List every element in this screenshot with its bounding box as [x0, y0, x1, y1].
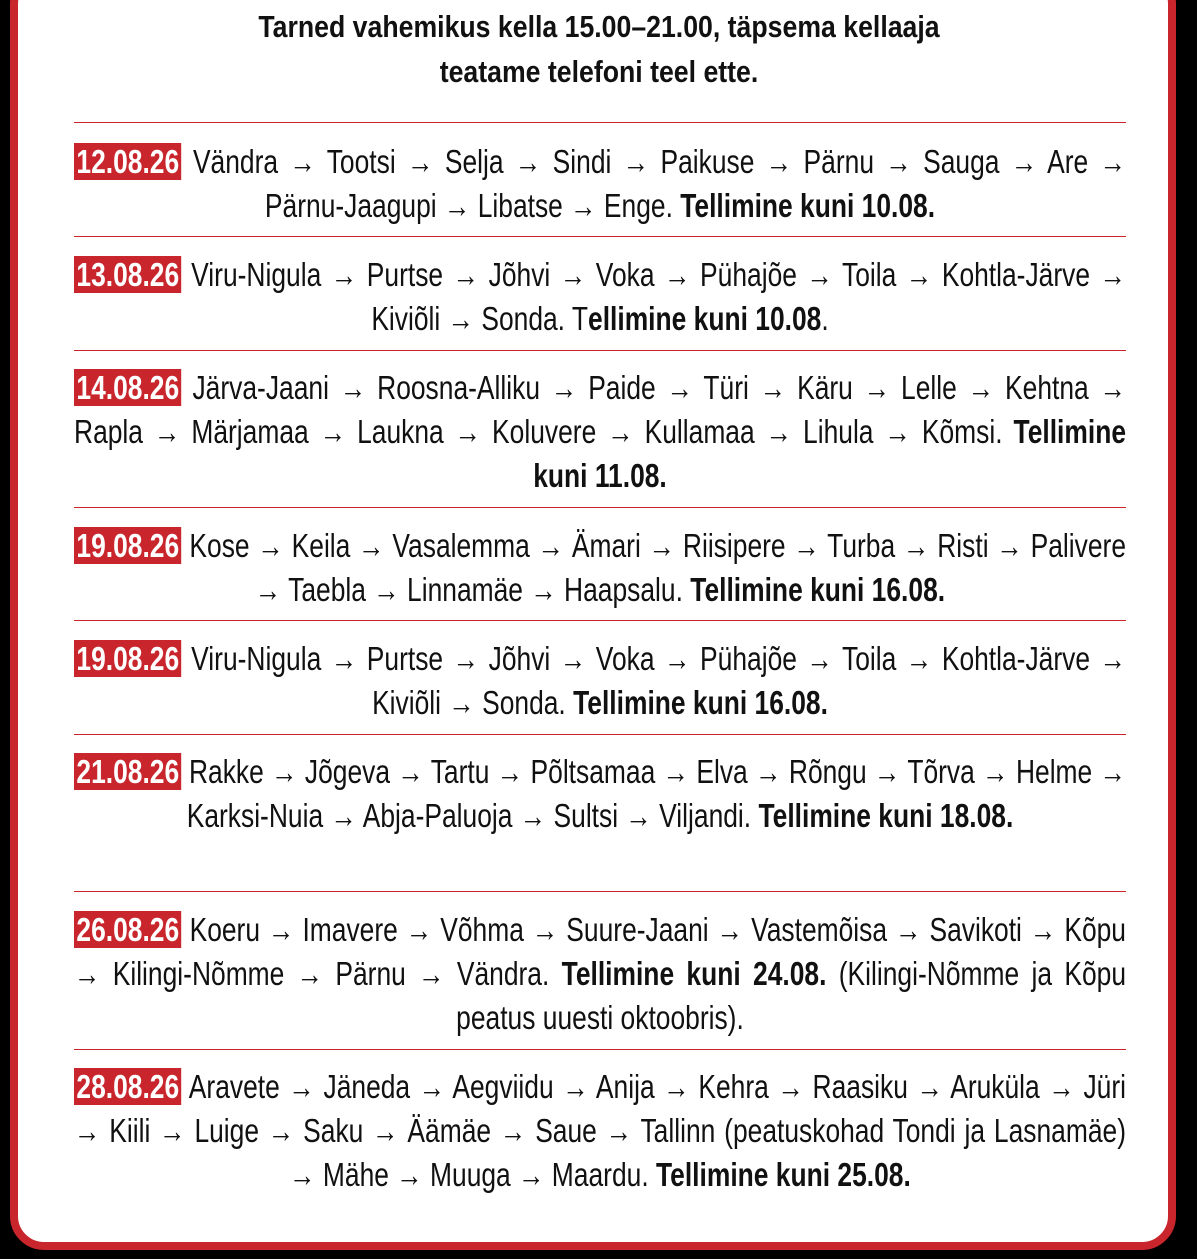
divider [74, 350, 1126, 351]
route-entry [74, 1065, 1126, 1197]
route-stops: Järva-Jaani → Roosna-Alliku → Paide → Türi → Käru → Lelle → Kehtna → Rapla → Märjamaa → Laukna → Koluvere → Kullamaa → Lihula → Kõmsi. [74, 369, 1127, 450]
order-deadline: ellimine kuni 10.08 [588, 300, 822, 337]
order-deadline: Tellimine kuni 16.08. [573, 684, 828, 721]
order-deadline: Tellimine kuni 25.08. [656, 1156, 911, 1193]
divider [74, 891, 1126, 892]
route-stops: Rakke → Jõgeva → Tartu → Põltsamaa → Elva → Rõngu → Tõrva → Helme → Karksi-Nuia → Abja-Paluoja → Sultsi → Viljandi. [186, 753, 1126, 834]
route-stops: Kose → Keila → Vasalemma → Ämari → Riisipere → Turba → Risti → Palivere → Taebla → Linnamäe → Haapsalu. [189, 527, 1127, 608]
route-stops: Vändra → Tootsi → Selja → Sindi → Paikuse → Pärnu → Sauga → Are → Pärnu-Jaagupi → Libatse → Enge. [192, 143, 1126, 224]
route-entry [74, 253, 1126, 341]
route-date: 19.08.26 [74, 527, 182, 564]
route-date: 21.08.26 [74, 753, 182, 790]
header-line-1: Tarned vahemikus kella 15.00–21.00, täpsema kellaaja [258, 9, 940, 44]
route-note: (Kilingi-Nõmme ja Kõpu peatus uuesti oktoobris). [456, 955, 1127, 1036]
route-stops: Viru-Nigula → Purtse → Jõhvi → Voka → Pühajõe → Toila → Kohtla-Järve → Kiviõli → Sonda. [191, 640, 1127, 721]
order-deadline: Tellimine kuni 16.08. [690, 571, 946, 608]
header-line-2: teatame telefoni teel ette. [439, 54, 759, 89]
route-entry [74, 366, 1126, 498]
route-date: 26.08.26 [74, 911, 182, 948]
route-stops: Viru-Nigula → Purtse → Jõhvi → Voka → Pühajõe → Toila → Kohtla-Järve → Kiviõli → Sonda. T [191, 256, 1127, 337]
divider [74, 122, 1126, 123]
header-text [99, 4, 1098, 94]
route-date: 13.08.26 [74, 256, 182, 293]
route-stops: Koeru → Imavere → Võhma → Suure-Jaani → Vastemõisa → Savikoti → Kõpu → Kilingi-Nõmme → Pärnu → Vändra. [74, 911, 1126, 992]
route-note: . [821, 300, 829, 337]
order-deadline: Tellimine kuni 10.08. [680, 187, 936, 224]
route-entry [74, 637, 1126, 725]
order-deadline: Tellimine kuni 24.08. [561, 955, 827, 992]
route-entry [74, 524, 1126, 612]
route-stops: Aravete → Jäneda → Aegviidu → Anija → Kehra → Raasiku → Aruküla → Jüri → Kiili → Luige → Saku → Äämäe → Saue → Tallinn (peatuskohad Tondi ja Lasnamäe) → Mähe → Muuga → Maardu. [74, 1068, 1127, 1193]
route-date: 19.08.26 [74, 640, 182, 677]
divider [74, 734, 1126, 735]
route-entry [74, 140, 1126, 228]
divider [74, 620, 1126, 621]
order-deadline: Tellimine kuni 11.08. [533, 413, 1127, 494]
divider [74, 236, 1126, 237]
route-entry [74, 750, 1126, 838]
route-date: 28.08.26 [74, 1068, 182, 1105]
schedule-page [18, 0, 1180, 1259]
route-date: 14.08.26 [74, 369, 182, 406]
divider [74, 507, 1126, 508]
divider [74, 1049, 1126, 1050]
order-deadline: Tellimine kuni 18.08. [758, 797, 1014, 834]
route-entry [74, 908, 1126, 1040]
route-date: 12.08.26 [74, 143, 182, 180]
